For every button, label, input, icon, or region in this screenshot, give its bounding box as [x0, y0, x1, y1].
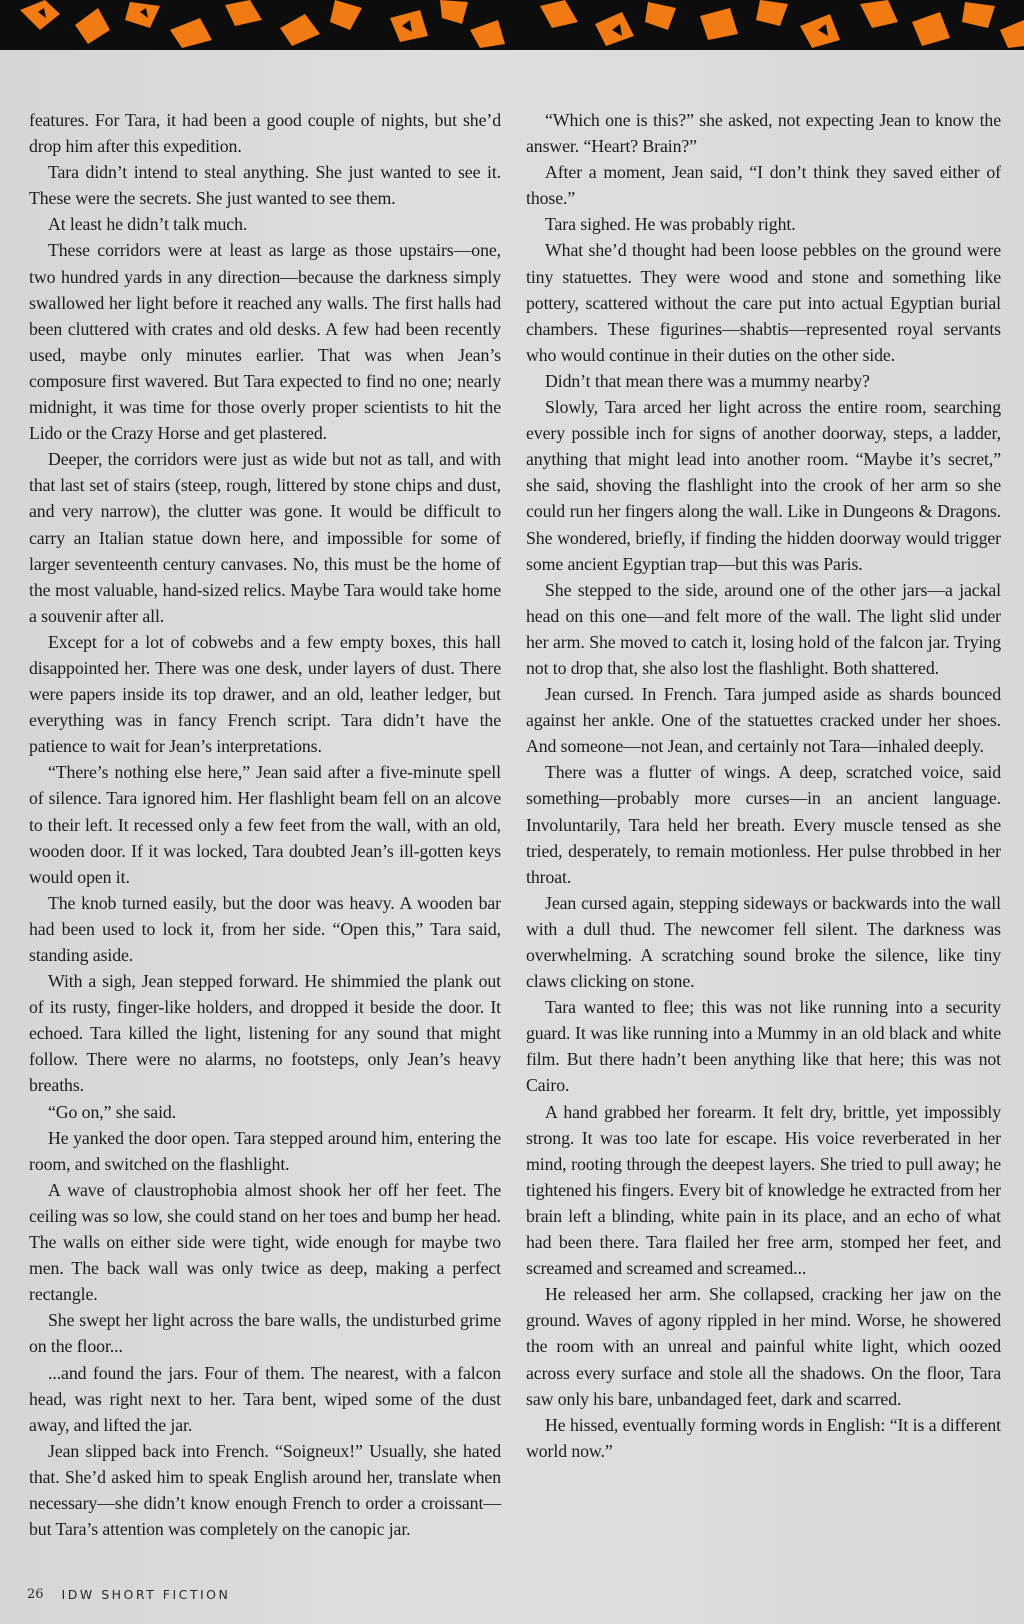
paragraph: Jean slipped back into French. “Soigneux!” Usually, she hated that. She’d asked him to speak English around her, translate when necessary—she didn’t know enough French to order a croissant—but Tara’s attention was completely on the canopic jar. — [29, 1440, 501, 1540]
paragraph: There was a flutter of wings. A deep, scratched voice, said something—probably more curses—in an ancient language. Involuntarily, Tara held her breath. Every muscle tensed as she tried, desperately, to remain motionless. Her pulse throbbed in her throat. — [526, 762, 1001, 887]
paragraph: Slowly, Tara arced her light across the entire room, searching every possible inch for signs of another doorway, steps, a ladder, anything that might lead into another room. “Maybe it’s secret,” she said, shoving the flashlight into the crook of her arm so she could run her fingers along the wall. Like in Dungeons & Dragons. She wondered, briefly, if finding the hidden doorway would trigger some ancient Egyptian trap—but this was Paris. — [526, 397, 1001, 574]
paragraph: Jean cursed. In French. Tara jumped aside as shards bounced against her ankle. One of the statuettes cracked under her shoes. And someone—not Jean, and certainly not Tara—inhaled deeply. — [526, 684, 1001, 757]
paragraph: Didn’t that mean there was a mummy nearby? — [545, 370, 870, 391]
paragraph: “Go on,” she said. — [48, 1101, 177, 1122]
paragraph: He hissed, eventually forming words in English: “It is a different world now.” — [526, 1414, 1001, 1461]
paragraph: He released her arm. She collapsed, cracking her jaw on the ground. Waves of agony rippled in her mind. Worse, he showered the room with an unreal and painful white light, which oozed across every surface and stole all the shadows. On the floor, Tara saw only his bare, unbandaged feet, dark and scarred. — [526, 1284, 1001, 1409]
paragraph: Tara didn’t intend to steal anything. She just wanted to see it. These were the secrets. She just wanted to see them. — [29, 162, 501, 209]
paragraph: Tara wanted to flee; this was not like running into a security guard. It was like running into a Mummy in an old black and white film. But there hadn’t been anything like that here; this was not Cairo. — [526, 997, 1001, 1096]
page-number: 26 — [27, 1587, 44, 1602]
paragraph: What she’d thought had been loose pebbles on the ground were tiny statuettes. They were wood and stone and something like pottery, scattered without the care put into actual Egyptian burial chambers. These figurines—shabtis—represented royal servants who would continue in their duties on the other side. — [526, 240, 1001, 365]
paragraph: With a sigh, Jean stepped forward. He shimmied the plank out of its rusty, finger-like holders, and dropped it beside the door. It echoed. Tara killed the light, listening for any sound that might follow. There were no alarms, no footsteps, only Jean’s heavy breaths. — [29, 971, 501, 1096]
paragraph: Deeper, the corridors were just as wide but not as tall, and with that last set of stairs (steep, rough, littered by stone chips and dust, and very narrow), the clutter was gone. It would be difficult to carry an Italian statue down here, and impossible for some of larger seventeenth century canvases. No, this must be the home of the most valuable, hand-sized relics. Maybe Tara would take home a souvenir after all. — [29, 449, 501, 626]
paragraph: He yanked the door open. Tara stepped around him, entering the room, and switched on the flashlight. — [29, 1127, 501, 1174]
publication-title: IDW SHORT FICTION — [61, 1587, 231, 1602]
page-body — [0, 50, 1024, 1624]
paragraph: Jean cursed again, stepping sideways or backwards into the wall with a dull thud. The newcomer fell silent. The darkness was overwhelming. A scratching sound broke the silence, like tiny claws clicking on stone. — [526, 892, 1001, 992]
paragraph: She swept her light across the bare walls, the undisturbed grime on the floor... — [29, 1310, 501, 1357]
paragraph: Tara sighed. He was probably right. — [545, 214, 796, 235]
paragraph: Except for a lot of cobwebs and a few empty boxes, this hall disappointed her. There was one desk, under layers of dust. There were papers inside its top drawer, and an old, leather ledger, but everything was in fancy French script. Tara didn’t have the patience to wait for Jean’s interpretations. — [29, 631, 501, 757]
paragraph: These corridors were at least as large as those upstairs—one, two hundred yards in any direction—because the darkness simply swallowed her light before it reached any walls. The first halls had been cluttered with crates and old desks. A few had been recently used, maybe only minutes earlier. That was when Jean’s composure first wavered. But Tara expected to find no one; nearly midnight, it was time for those overly proper scientists to hit the Lido or the Crazy Horse and get plastered. — [29, 240, 501, 444]
paragraph: features. For Tara, it had been a good couple of nights, but she’d drop him after this expedition. — [29, 110, 501, 157]
paragraph: After a moment, Jean said, “I don’t think they saved either of those.” — [526, 162, 1001, 209]
paragraph: A hand grabbed her forearm. It felt dry, brittle, yet impossibly strong. It was too late for escape. His voice reverberated in her mind, rooting through the deepest layers. She tried to pull away; he tightened his fingers. Every bit of knowledge he extracted from her brain left a blinding, white pain in its place, and an echo of what had been there. Tara flailed her free arm, stomped her feet, and screamed and screamed and screamed... — [526, 1101, 1001, 1279]
paragraph: She stepped to the side, around one of the other jars—a jackal head on this one—and felt more of the wall. The light slid under her arm. She moved to catch it, losing hold of the falcon jar. Trying not to drop that, she also lost the flashlight. Both shattered. — [526, 579, 1001, 678]
right-column — [526, 107, 1001, 1464]
paragraph: “There’s nothing else here,” Jean said after a five-minute spell of silence. Tara ignored him. Her flashlight beam fell on an alcove to their left. It recessed only a few feet from the wall, with an old, wooden door. If it was locked, Tara doubted Jean’s ill-gotten keys would open it. — [29, 762, 501, 887]
paragraph: A wave of claustrophobia almost shook her off her feet. The ceiling was so low, she could stand on her toes and bump her head. The walls on either side were tight, wide enough for maybe two men. The back wall was only twice as deep, making a perfect rectangle. — [29, 1179, 501, 1305]
paragraph: ...and found the jars. Four of them. The nearest, with a falcon head, was right next to her. Tara bent, wiped some of the dust away, and lifted the jar. — [29, 1362, 501, 1435]
decorative-banner — [0, 0, 1024, 50]
paragraph: The knob turned easily, but the door was heavy. A wooden bar had been used to lock it, from her side. “Open this,” Tara said, standing aside. — [29, 892, 501, 965]
paragraph: At least he didn’t talk much. — [48, 214, 248, 235]
leaf-pattern-icon — [0, 0, 1024, 50]
page-footer — [27, 1587, 230, 1602]
left-column — [29, 107, 501, 1542]
paragraph: “Which one is this?” she asked, not expecting Jean to know the answer. “Heart? Brain?” — [526, 110, 1001, 157]
